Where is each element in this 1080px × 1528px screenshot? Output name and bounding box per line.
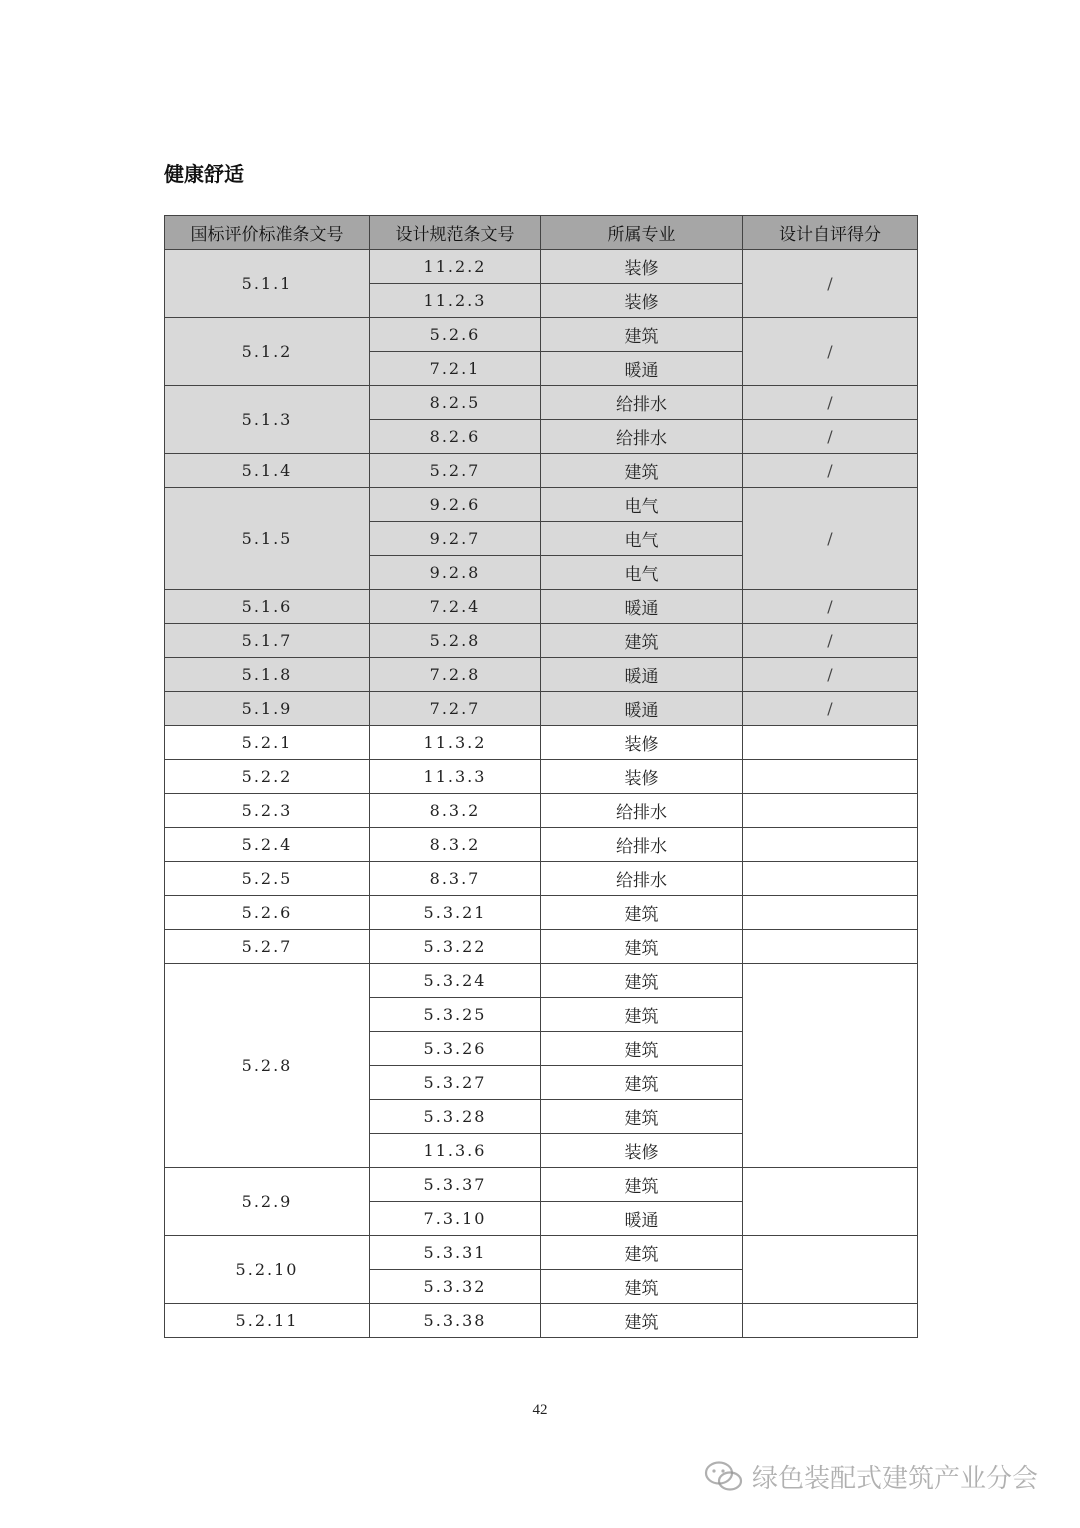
self-score-cell: / [743,250,918,318]
design-spec-clause-cell: 5.2.8 [370,624,541,658]
header-discipline: 所属专业 [541,216,743,250]
header-self-score: 设计自评得分 [743,216,918,250]
table-row [165,386,918,420]
discipline-cell: 建筑 [541,1270,743,1304]
table-row [165,1236,918,1270]
header-standard-clause: 国标评价标准条文号 [165,216,370,250]
design-spec-clause-cell: 8.2.6 [370,420,541,454]
standard-clause-cell: 5.2.7 [165,930,370,964]
discipline-cell: 建筑 [541,1168,743,1202]
discipline-cell: 给排水 [541,794,743,828]
discipline-cell: 暖通 [541,1202,743,1236]
table-row [165,1304,918,1338]
design-spec-clause-cell: 7.3.10 [370,1202,541,1236]
discipline-cell: 建筑 [541,998,743,1032]
design-spec-clause-cell: 8.3.7 [370,862,541,896]
standard-clause-cell: 5.1.1 [165,250,370,318]
discipline-cell: 给排水 [541,862,743,896]
discipline-cell: 电气 [541,522,743,556]
self-score-cell: / [743,420,918,454]
self-score-cell: / [743,386,918,420]
discipline-cell: 暖通 [541,590,743,624]
standard-clause-cell: 5.1.9 [165,692,370,726]
table-row [165,760,918,794]
discipline-cell: 建筑 [541,1236,743,1270]
discipline-cell: 给排水 [541,420,743,454]
standard-clause-cell: 5.1.2 [165,318,370,386]
discipline-cell: 建筑 [541,454,743,488]
self-score-cell [743,828,918,862]
self-score-cell: / [743,590,918,624]
discipline-cell: 暖通 [541,692,743,726]
table-row [165,828,918,862]
design-spec-clause-cell: 5.3.28 [370,1100,541,1134]
design-spec-clause-cell: 5.3.27 [370,1066,541,1100]
design-spec-clause-cell: 5.3.22 [370,930,541,964]
design-spec-clause-cell: 11.3.2 [370,726,541,760]
standard-clause-cell: 5.1.6 [165,590,370,624]
standard-clause-cell: 5.2.8 [165,964,370,1168]
table-row [165,726,918,760]
standard-clause-cell: 5.2.5 [165,862,370,896]
discipline-cell: 建筑 [541,930,743,964]
standard-clause-cell: 5.2.2 [165,760,370,794]
self-score-cell: / [743,454,918,488]
self-score-cell [743,760,918,794]
standard-clause-cell: 5.2.1 [165,726,370,760]
design-spec-clause-cell: 7.2.4 [370,590,541,624]
standard-clause-cell: 5.1.7 [165,624,370,658]
design-spec-clause-cell: 11.2.3 [370,284,541,318]
standard-clause-cell: 5.2.3 [165,794,370,828]
design-spec-clause-cell: 5.3.31 [370,1236,541,1270]
design-spec-clause-cell: 5.3.38 [370,1304,541,1338]
discipline-cell: 建筑 [541,1066,743,1100]
discipline-cell: 给排水 [541,828,743,862]
discipline-cell: 装修 [541,760,743,794]
discipline-cell: 暖通 [541,352,743,386]
self-score-cell [743,726,918,760]
design-spec-clause-cell: 9.2.7 [370,522,541,556]
standard-clause-cell: 5.2.10 [165,1236,370,1304]
watermark [704,1458,1038,1495]
design-spec-clause-cell: 11.3.6 [370,1134,541,1168]
standard-clause-cell: 5.2.9 [165,1168,370,1236]
table-body [165,250,918,1338]
discipline-cell: 装修 [541,250,743,284]
wechat-icon [704,1460,744,1494]
design-spec-clause-cell: 5.3.37 [370,1168,541,1202]
discipline-cell: 建筑 [541,896,743,930]
section-title: 健康舒适 [164,162,244,186]
table-row [165,454,918,488]
design-spec-clause-cell: 9.2.8 [370,556,541,590]
table-row [165,590,918,624]
table-row [165,318,918,352]
design-spec-clause-cell: 5.3.25 [370,998,541,1032]
self-score-cell: / [743,624,918,658]
clause-mapping-table [164,215,918,1338]
discipline-cell: 建筑 [541,624,743,658]
design-spec-clause-cell: 5.3.21 [370,896,541,930]
watermark-text: 绿色装配式建筑产业分会 [752,1464,1039,1494]
self-score-cell [743,1168,918,1236]
discipline-cell: 装修 [541,284,743,318]
discipline-cell: 建筑 [541,1304,743,1338]
standard-clause-cell: 5.2.6 [165,896,370,930]
design-spec-clause-cell: 5.2.6 [370,318,541,352]
table-row [165,692,918,726]
design-spec-clause-cell: 7.2.8 [370,658,541,692]
self-score-cell: / [743,692,918,726]
table-row [165,930,918,964]
table-row [165,794,918,828]
design-spec-clause-cell: 11.3.3 [370,760,541,794]
design-spec-clause-cell: 5.3.24 [370,964,541,998]
standard-clause-cell: 5.1.5 [165,488,370,590]
discipline-cell: 暖通 [541,658,743,692]
discipline-cell: 装修 [541,1134,743,1168]
standard-clause-cell: 5.2.4 [165,828,370,862]
design-spec-clause-cell: 7.2.7 [370,692,541,726]
discipline-cell: 建筑 [541,964,743,998]
table-row [165,488,918,522]
self-score-cell [743,1236,918,1304]
discipline-cell: 建筑 [541,318,743,352]
table-row [165,624,918,658]
discipline-cell: 电气 [541,488,743,522]
standard-clause-cell: 5.1.3 [165,386,370,454]
self-score-cell [743,930,918,964]
header-design-spec-clause: 设计规范条文号 [370,216,541,250]
self-score-cell: / [743,318,918,386]
self-score-cell [743,1304,918,1338]
header-row [165,216,918,250]
design-spec-clause-cell: 8.3.2 [370,828,541,862]
table-row [165,250,918,284]
discipline-cell: 给排水 [541,386,743,420]
discipline-cell: 建筑 [541,1032,743,1066]
design-spec-clause-cell: 9.2.6 [370,488,541,522]
table-row [165,862,918,896]
table-row [165,964,918,998]
design-spec-clause-cell: 8.2.5 [370,386,541,420]
table-row [165,1168,918,1202]
table-row [165,658,918,692]
discipline-cell: 建筑 [541,1100,743,1134]
discipline-cell: 电气 [541,556,743,590]
self-score-cell [743,794,918,828]
page-number: 42 [532,1402,548,1418]
standard-clause-cell: 5.2.11 [165,1304,370,1338]
design-spec-clause-cell: 11.2.2 [370,250,541,284]
self-score-cell: / [743,488,918,590]
standard-clause-cell: 5.1.8 [165,658,370,692]
self-score-cell [743,862,918,896]
design-spec-clause-cell: 5.3.26 [370,1032,541,1066]
table-header [165,216,918,250]
self-score-cell: / [743,658,918,692]
table-row [165,896,918,930]
design-spec-clause-cell: 5.3.32 [370,1270,541,1304]
self-score-cell [743,964,918,1168]
discipline-cell: 装修 [541,726,743,760]
self-score-cell [743,896,918,930]
design-spec-clause-cell: 8.3.2 [370,794,541,828]
design-spec-clause-cell: 7.2.1 [370,352,541,386]
standard-clause-cell: 5.1.4 [165,454,370,488]
design-spec-clause-cell: 5.2.7 [370,454,541,488]
